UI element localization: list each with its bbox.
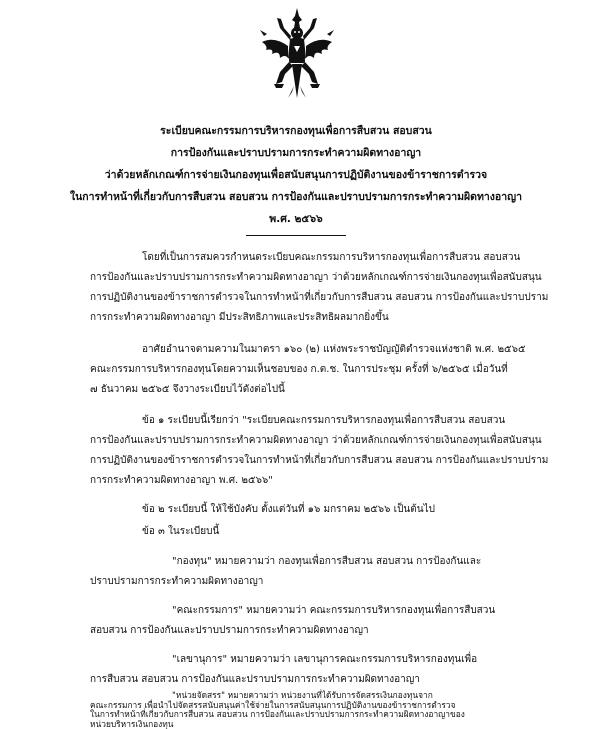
preamble-line: การปฏิบัติงานของข้าราชการตำรวจในการทำหน้าที่เกี่ยวกับการสืบสวน สอบสวน การป้องกันและปราบปราม (90, 292, 549, 303)
preamble-line: การป้องกันและปราบปรามการกระทำความผิดทางอาญา ว่าด้วยหลักเกณฑ์การจ่ายเงินกองทุนเพื่อสนับสนุน (90, 272, 542, 283)
authority-line: อาศัยอำนาจตามความในมาตรา ๑๖๐ (๒) แห่งพระราชบัญญัติตำรวจแห่งชาติ พ.ศ. ๒๕๖๕ (142, 344, 526, 355)
clause-1-line: การป้องกันและปราบปรามการกระทำความผิดทางอาญา ว่าด้วยหลักเกณฑ์การจ่ายเงินกองทุนเพื่อสนับสนุน (90, 435, 542, 446)
definition-line: "หน่วยจัดสรร" หมายความว่า หน่วยงานที่ได้รับการจัดสรรเงินกองทุนจาก (172, 690, 433, 700)
definition-line: "กองทุน" หมายความว่า กองทุนเพื่อการสืบสวน สอบสวน การป้องกันและ (172, 556, 482, 567)
definition-line: ปราบปรามการกระทำความผิดทางอาญา (90, 576, 264, 587)
authority-line: ๗ ธันวาคม ๒๕๖๕ จึงวางระเบียบไว้ดังต่อไปนี้ (90, 384, 285, 395)
clause-1-line: ข้อ ๑ ระเบียบนี้เรียกว่า "ระเบียบคณะกรรมการบริหารกองทุนเพื่อการสืบสวน สอบสวน (142, 415, 506, 426)
title-line: ในการทำหน้าที่เกี่ยวกับการสืบสวน สอบสวน การป้องกันและปราบปรามการกระทำความผิดทางอาญา (70, 191, 522, 203)
definition-line: ในการทำหน้าที่เกี่ยวกับการสืบสวน สอบสวน การป้องกันและปราบปรามการกระทำความผิดทางอาญาของ (90, 709, 465, 719)
clause-1-line: การกระทำความผิดทางอาญา พ.ศ. ๒๕๖๖" (90, 475, 273, 486)
title-line: ระเบียบคณะกรรมการบริหารกองทุนเพื่อการสืบสวน สอบสวน (160, 125, 432, 137)
definition-line: คณะกรรมการ เพื่อนำไปจัดสรรสนับสนุนค่าใช้จ่ายในการสนับสนุนการปฏิบัติงานของข้าราชการตำรวจ (90, 699, 456, 710)
clause-1-line: การปฏิบัติงานของข้าราชการตำรวจในการทำหน้าที่เกี่ยวกับการสืบสวน สอบสวน การป้องกันและปราบปราม (90, 455, 549, 466)
preamble-line: โดยที่เป็นการสมควรกำหนดระเบียบคณะกรรมการบริหารกองทุนเพื่อการสืบสวน สอบสวน (142, 252, 521, 263)
title-divider (246, 235, 346, 236)
clause-2-line: ข้อ ๒ ระเบียบนี้ ให้ใช้บังคับ ตั้งแต่วันที่ ๑๖ มกราคม ๒๕๖๖ เป็นต้นไป (142, 504, 435, 515)
title-year: พ.ศ. ๒๕๖๖ (269, 213, 323, 225)
definition-line: "คณะกรรมการ" หมายความว่า คณะกรรมการบริหารกองทุนเพื่อการสืบสวน (172, 605, 496, 616)
preamble-line: การกระทำความผิดทางอาญา มีประสิทธิภาพและประสิทธิผลมากยิ่งขึ้น (90, 312, 389, 323)
title-line: ว่าด้วยหลักเกณฑ์การจ่ายเงินกองทุนเพื่อสนับสนุนการปฏิบัติงานของข้าราชการตำรวจ (104, 169, 488, 181)
definition-line: สอบสวน การป้องกันและปราบปรามการกระทำความผิดทางอาญา (90, 625, 369, 636)
definition-line: การสืบสวน สอบสวน การป้องกันและปราบปรามการกระทำความผิดทางอาญา (90, 674, 420, 685)
authority-line: คณะกรรมการบริหารกองทุนโดยความเห็นชอบของ ก.ต.ช. ในการประชุม ครั้งที่ ๖/๒๕๖๕ เมื่อวันที่ (90, 364, 508, 375)
definition-line: หน่วยบริหารเงินกองทุน (90, 718, 174, 729)
title-line: การป้องกันและปราบปรามการกระทำความผิดทางอาญา (170, 147, 422, 159)
clause-3-heading: ข้อ ๓ ในระเบียบนี้ (142, 526, 220, 537)
garuda-emblem (258, 6, 336, 102)
definition-line: "เลขานุการ" หมายความว่า เลขานุการคณะกรรมการบริหารกองทุนเพื่อ (172, 654, 478, 665)
